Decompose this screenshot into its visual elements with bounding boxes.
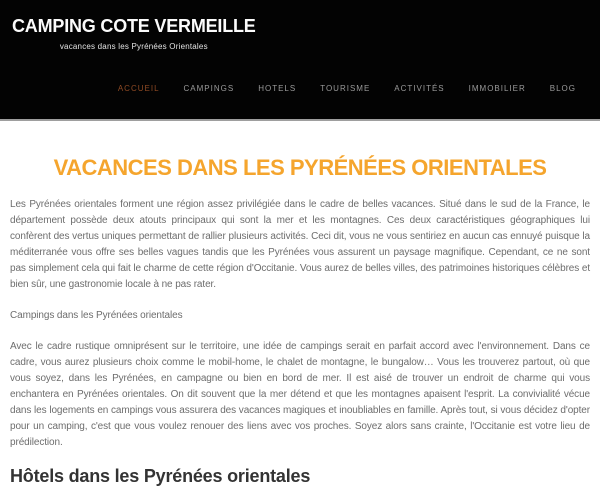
site-branding (12, 16, 256, 51)
nav-item-hotels[interactable]: HOTELS (258, 84, 297, 93)
subheading-campings: Campings dans les Pyrénées orientales (10, 310, 183, 321)
nav-item-activites[interactable]: ACTIVITÉS (394, 84, 445, 93)
paragraph-campings: Avec le cadre rustique omniprésent sur le territoire, une idée de campings serait en parfait accord avec l'environnement. Dans ce cadre, vous aurez plusieurs choix comme le mobil-home, le chalet de montagne, le bungalow… Vous les trouverez partout, où que vous soyez, dans les Pyrénées, en campagne ou bien en bord de mer. Il est aisé de trouver un endroit de charme qui vous enchantera en Pyrénées orientales. On dit souvent que la mer détend et que les montagnes apaisent l'esprit. La convivialité vécue dans les logements en campings vous assurera des vacances magiques et inoubliables en famille. Après tout, si vous décidez d'opter pour un camping, c'est que vous voulez renouer des liens avec vos proches. Soyez alors sans crainte, l'Occitanie est votre lieu de prédilection. (10, 341, 590, 448)
paragraph-region-intro: Les Pyrénées orientales forment une région assez privilégiée dans le cadre de belles vacances. Situé dans le sud de la France, le département possède deux atouts principaux qui sont la mer et les montagnes. Ces deux caractéristiques géographiques lui confèrent des vertus uniques permettant de rallier plusieurs activités. Ceci dit, vous ne vous sentiriez en aucun cas ennuyé puisque la méditerranée vous offre ses belles vagues tandis que les Pyrénées vous assurent un paysage magnifique. Cependant, ce ne sont pas simplement cela qui fait le charme de cette région d'Occitanie. Vous aurez de belles villes, des patrimoines historiques célèbres et bien sûr, une gastronomie locale à ne pas rater. (10, 199, 590, 290)
nav-item-accueil[interactable]: ACCUEIL (117, 84, 160, 93)
nav-list-item (469, 84, 526, 93)
nav-list-item (118, 84, 160, 93)
nav-list-item (394, 84, 444, 93)
heading-hotels: Hôtels dans les Pyrénées orientales (10, 466, 311, 486)
nav-list-item (184, 84, 235, 93)
nav-list-item (550, 84, 576, 93)
nav-menu (118, 84, 576, 93)
nav-item-campings[interactable]: CAMPINGS (183, 84, 235, 93)
page-title: VACANCES DANS LES PYRÉNÉES ORIENTALES (53, 155, 547, 180)
main-nav (118, 84, 576, 93)
nav-item-tourisme[interactable]: TOURISME (320, 84, 371, 93)
nav-item-immobilier[interactable]: IMMOBILIER (468, 84, 526, 93)
nav-item-blog[interactable]: BLOG (549, 84, 576, 93)
nav-list-item (258, 84, 296, 93)
site-header (0, 0, 600, 121)
site-title[interactable]: CAMPING COTE VERMEILLE (12, 16, 256, 36)
nav-list-item (320, 84, 370, 93)
main-content (0, 155, 600, 487)
site-tagline: vacances dans les Pyrénées Orientales (59, 42, 208, 51)
